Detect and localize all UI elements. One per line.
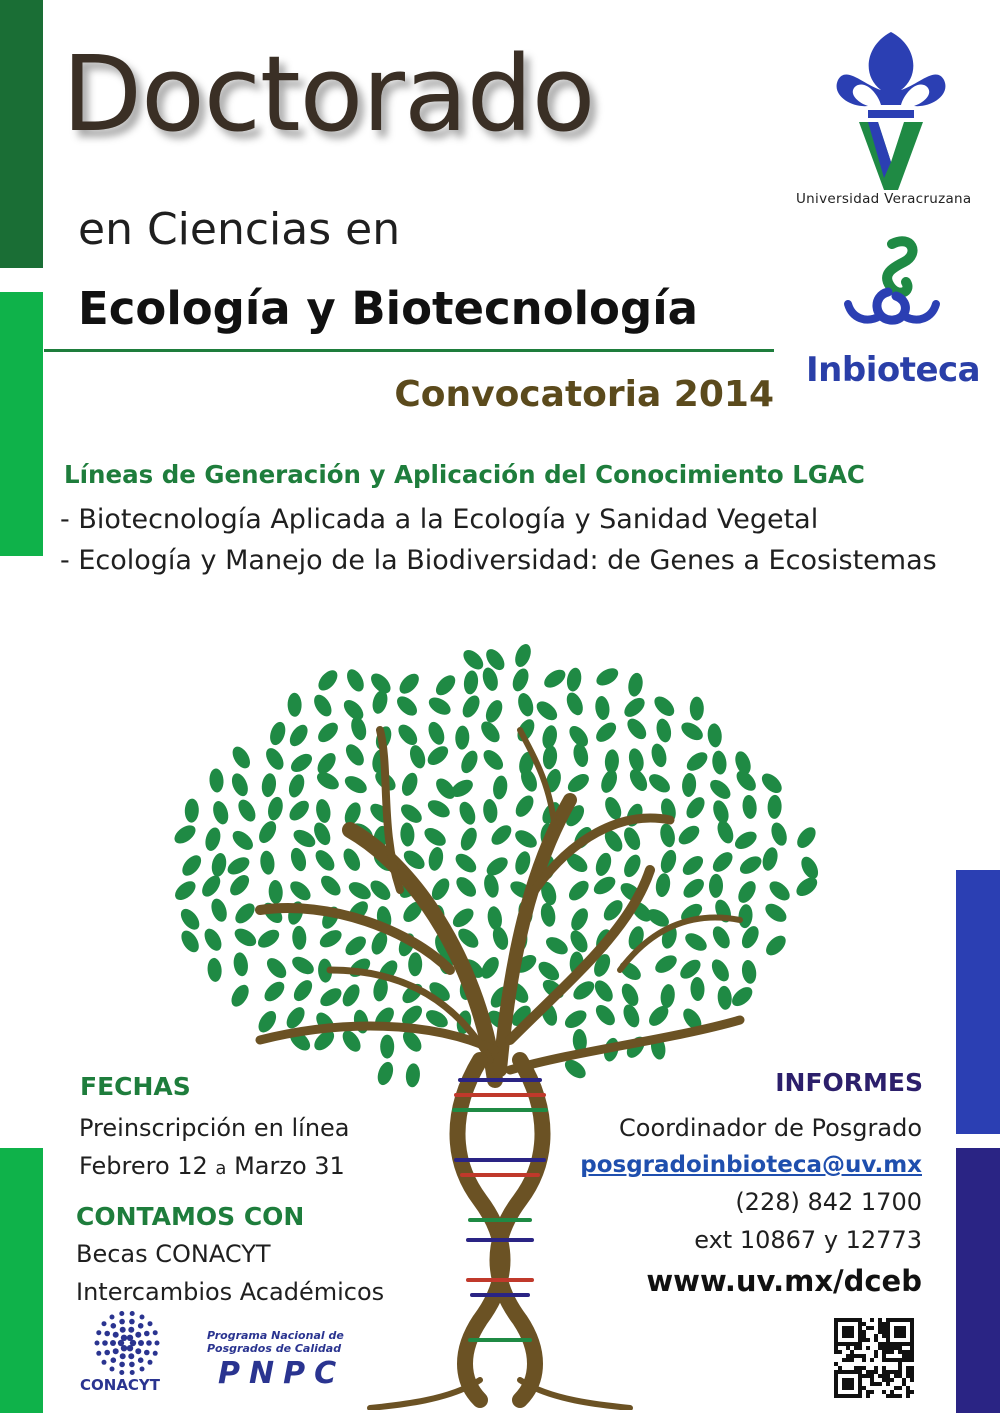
leaf-icon <box>621 694 648 720</box>
leaf-icon <box>492 775 509 801</box>
leaf-icon <box>315 719 342 746</box>
leaf-icon <box>449 905 476 931</box>
leaf-icon <box>571 742 590 769</box>
leaf-icon <box>512 792 537 820</box>
lgac-item: - Ecología y Manejo de la Biodiversidad: de Genes a Ecosistemas <box>60 545 937 576</box>
leaf-icon <box>594 695 611 721</box>
uv-logo-name: Universidad Veracruzana <box>796 191 972 207</box>
uv-logo <box>826 30 956 190</box>
leaf-icon <box>732 828 760 853</box>
leaf-icon <box>425 720 447 747</box>
leaf-icon <box>737 853 765 878</box>
leaf-icon <box>593 665 621 689</box>
leaf-icon <box>683 794 708 822</box>
leaf-icon <box>618 981 641 1009</box>
leaf-icon <box>228 982 252 1010</box>
leaf-icon <box>400 822 415 847</box>
left-bar-dark-green <box>0 0 43 268</box>
inbioteca-logo <box>842 234 942 344</box>
leaf-icon <box>539 902 557 928</box>
leaf-icon <box>317 927 345 951</box>
leaf-icon <box>760 846 780 873</box>
leaf-icon <box>259 850 276 876</box>
leaf-icon <box>177 906 203 934</box>
leaf-icon <box>346 879 374 903</box>
leaf-icon <box>627 672 645 698</box>
leaf-icon <box>287 878 314 904</box>
pnpc-logo-name: PNPC <box>218 1356 346 1391</box>
leaf-icon <box>263 745 288 773</box>
leaf-icon <box>598 768 620 795</box>
leaf-icon <box>486 905 504 931</box>
leaf-icon <box>646 770 674 796</box>
informes-website-link[interactable]: www.uv.mx/dceb <box>646 1264 922 1298</box>
leaf-icon <box>314 798 332 824</box>
conacyt-logo-name: CONACYT <box>80 1376 161 1394</box>
leaf-icon <box>263 955 290 982</box>
leaf-icon <box>342 773 370 797</box>
leaf-icon <box>380 1035 394 1059</box>
leaf-icon <box>229 744 254 772</box>
leaf-icon <box>405 1063 421 1088</box>
leaf-icon <box>675 822 702 848</box>
leaf-icon <box>593 851 614 878</box>
leaf-icon <box>762 932 789 959</box>
leaf-icon <box>624 715 650 742</box>
leaf-icon <box>767 795 782 819</box>
leaf-icon <box>427 846 445 872</box>
fechas-line1: Preinscripción en línea <box>79 1114 350 1142</box>
leaf-icon <box>740 959 758 985</box>
pnpc-line1: Programa Nacional de <box>207 1329 344 1342</box>
leaf-icon <box>458 748 481 776</box>
leaf-icon <box>396 670 423 697</box>
leaf-icon <box>565 877 592 904</box>
leaf-icon <box>649 742 669 769</box>
leaf-icon <box>463 670 480 696</box>
leaf-icon <box>735 878 760 906</box>
leaf-icon <box>620 1002 642 1029</box>
leaf-icon <box>769 820 790 847</box>
leaf-icon <box>184 798 199 822</box>
leaf-icon <box>226 872 252 899</box>
leaf-icon <box>682 930 710 955</box>
leaf-icon <box>210 799 230 826</box>
leaf-icon <box>342 933 369 959</box>
leaf-icon <box>626 766 650 794</box>
leaf-icon <box>654 717 673 743</box>
informes-coordinator: Coordinador de Posgrado <box>619 1114 922 1142</box>
leaf-icon <box>207 957 223 982</box>
leaf-icon <box>658 822 677 849</box>
leaf-icon <box>260 772 277 798</box>
inbioteca-logo-name: Inbioteca <box>806 350 981 390</box>
fechas-line2 <box>79 1152 345 1180</box>
informes-email-link[interactable]: posgradoinbioteca@uv.mx <box>580 1152 922 1178</box>
right-bar-navy <box>956 1148 1000 1413</box>
leaf-icon <box>426 694 454 718</box>
leaf-icon <box>480 666 500 693</box>
informes-heading: INFORMES <box>775 1068 923 1097</box>
leaf-icon <box>178 928 203 956</box>
leaf-icon <box>683 749 710 775</box>
leaf-icon <box>515 691 535 718</box>
leaf-icon <box>541 666 569 691</box>
leaf-icon <box>317 872 344 899</box>
leaf-icon <box>510 666 532 693</box>
left-bar-bottom-green <box>0 1148 43 1413</box>
leaf-icon <box>399 771 420 798</box>
page-title: Doctorado <box>62 33 595 155</box>
leaf-icon <box>512 642 534 669</box>
leaf-icon <box>198 872 223 900</box>
leaf-icon <box>256 818 280 846</box>
leaf-icon <box>314 769 342 793</box>
leaf-icon <box>179 852 205 879</box>
leaf-icon <box>340 846 363 874</box>
leaf-icon <box>408 952 422 976</box>
leaf-icon <box>232 925 260 950</box>
leaf-icon <box>210 852 228 878</box>
leaf-icon <box>290 977 316 1005</box>
leaf-icon <box>762 900 790 925</box>
leaf-icon <box>398 801 426 827</box>
leaf-icon <box>209 897 230 924</box>
leaf-icon <box>229 771 251 799</box>
leaf-icon <box>543 934 571 958</box>
uv-logo-icon <box>826 30 956 190</box>
leaf-icon <box>565 770 593 795</box>
leaf-icon <box>652 952 680 977</box>
leaf-icon <box>621 852 644 880</box>
leaf-icon <box>659 983 676 1009</box>
leaf-icon <box>339 982 363 1010</box>
leaf-icon <box>292 925 307 950</box>
contamos-line2: Intercambios Académicos <box>76 1278 385 1306</box>
leaf-icon <box>266 795 285 822</box>
leaf-icon <box>289 953 317 978</box>
leaf-icon <box>482 873 501 899</box>
fechas-a: a <box>215 1158 227 1179</box>
leaf-icon <box>375 1060 396 1087</box>
conacyt-logo-icon <box>92 1310 162 1376</box>
leaf-icon <box>798 854 822 882</box>
leaf-icon <box>172 878 199 904</box>
leaf-icon <box>707 776 734 802</box>
leaf-icon <box>458 825 480 853</box>
leaf-icon <box>533 698 560 724</box>
leaf-icon <box>393 693 420 720</box>
leaf-icon <box>286 722 311 750</box>
leaf-icon <box>564 690 587 718</box>
leaf-icon <box>286 772 307 799</box>
leaf-icon <box>424 743 451 769</box>
leaf-icon <box>483 697 506 725</box>
subtitle-line1: en Ciencias en <box>78 204 401 255</box>
leaf-icon <box>738 923 762 951</box>
leaf-icon <box>232 951 250 977</box>
lgac-title: Líneas de Generación y Aplicación del Conocimiento LGAC <box>64 460 865 489</box>
leaf-icon <box>681 773 697 798</box>
leaf-icon <box>593 719 620 746</box>
leaf-icon <box>512 827 540 852</box>
leaf-icon <box>592 1001 618 1028</box>
leaf-icon <box>432 672 459 699</box>
leaf-icon <box>460 646 487 673</box>
leaf-icon <box>714 818 736 845</box>
leaf-icon <box>793 824 819 852</box>
leaf-icon <box>255 1008 280 1036</box>
leaf-icon <box>679 852 706 878</box>
leaf-icon <box>225 854 253 878</box>
leaf-icon <box>287 693 301 717</box>
leaf-icon <box>513 850 533 877</box>
leaf-icon <box>255 926 283 951</box>
leaf-icon <box>741 794 757 819</box>
leaf-icon <box>737 904 753 929</box>
leaf-icon <box>315 667 341 694</box>
leaf-icon <box>690 977 705 1001</box>
leaf-icon <box>201 926 225 954</box>
fechas-heading: FECHAS <box>80 1072 191 1101</box>
subtitle-line2: Ecología y Biotecnología <box>78 282 698 335</box>
leaf-icon <box>482 798 499 824</box>
leaf-icon <box>456 799 478 826</box>
leaf-icon <box>344 667 368 695</box>
leaf-icon <box>690 697 704 721</box>
leaf-icon <box>367 877 394 904</box>
leaf-icon <box>567 928 591 956</box>
leaf-icon <box>342 741 367 769</box>
right-bar-blue <box>956 870 1000 1134</box>
leaf-icon <box>232 900 259 927</box>
leaf-icon <box>488 822 515 849</box>
leaf-icon <box>453 873 480 900</box>
leaf-icon <box>288 750 316 775</box>
contamos-heading: CONTAMOS CON <box>76 1202 305 1231</box>
leaf-icon <box>709 849 736 876</box>
leaf-icon <box>267 720 288 747</box>
fechas-start: Febrero 12 <box>79 1152 216 1180</box>
leaf-icon <box>268 880 283 905</box>
leaf-icon <box>311 692 336 720</box>
leaf-icon <box>421 824 449 849</box>
leaf-icon <box>395 721 421 748</box>
qr-code-icon <box>834 1318 914 1398</box>
contamos-line1: Becas CONACYT <box>76 1240 271 1268</box>
leaf-icon <box>680 875 707 901</box>
leaf-icon <box>203 826 223 853</box>
lgac-item: - Biotecnología Aplicada a la Ecología y Sanidad Vegetal <box>60 504 819 535</box>
convocatoria-label: Convocatoria 2014 <box>394 374 774 415</box>
leaf-icon <box>317 985 345 1010</box>
informes-phone: (228) 842 1700 <box>735 1188 922 1216</box>
leaf-icon <box>758 770 785 797</box>
leaf-icon <box>678 719 706 744</box>
leaf-icon <box>562 1007 590 1032</box>
leaf-icon <box>480 746 507 773</box>
leaf-icon <box>717 985 733 1010</box>
leaf-icon <box>235 797 259 825</box>
qr-code[interactable] <box>834 1318 914 1398</box>
leaf-icon <box>709 924 733 952</box>
leaf-icon <box>452 850 479 876</box>
leaf-icon <box>565 667 583 693</box>
leaf-icon <box>349 715 369 742</box>
leaf-icon <box>707 723 723 748</box>
leaf-icon <box>455 725 470 749</box>
leaf-icon <box>766 878 793 904</box>
leaf-icon <box>591 977 616 1005</box>
leaf-icon <box>658 848 679 875</box>
pnpc-line2: Posgrados de Calidad <box>207 1342 342 1355</box>
leaf-icon <box>621 825 644 853</box>
leaf-icon <box>709 874 723 898</box>
leaf-icon <box>209 768 225 793</box>
title-divider <box>44 349 774 352</box>
leaf-icon <box>711 750 728 776</box>
leaf-icon <box>425 797 453 821</box>
leaf-icon <box>261 978 288 1005</box>
leaf-icon <box>312 847 338 874</box>
informes-ext: ext 10867 y 12773 <box>694 1226 922 1254</box>
leaf-icon <box>459 693 483 721</box>
conacyt-logo <box>92 1310 162 1376</box>
leaf-icon <box>708 957 732 985</box>
leaf-icon <box>651 693 678 720</box>
leaf-icon <box>542 745 559 771</box>
leaf-icon <box>793 874 821 900</box>
leaf-icon <box>407 743 428 770</box>
leaf-icon <box>568 906 592 934</box>
inbioteca-logo-icon <box>842 234 942 344</box>
leaf-icon <box>286 797 313 824</box>
leaf-icon <box>729 983 756 1009</box>
fechas-end: Marzo 31 <box>226 1152 345 1180</box>
leaf-icon <box>288 846 308 873</box>
leaf-icon <box>171 822 199 847</box>
left-bar-light-green <box>0 292 43 556</box>
leaf-icon <box>591 873 619 898</box>
leaf-icon <box>229 827 256 853</box>
leaf-icon <box>654 872 672 898</box>
